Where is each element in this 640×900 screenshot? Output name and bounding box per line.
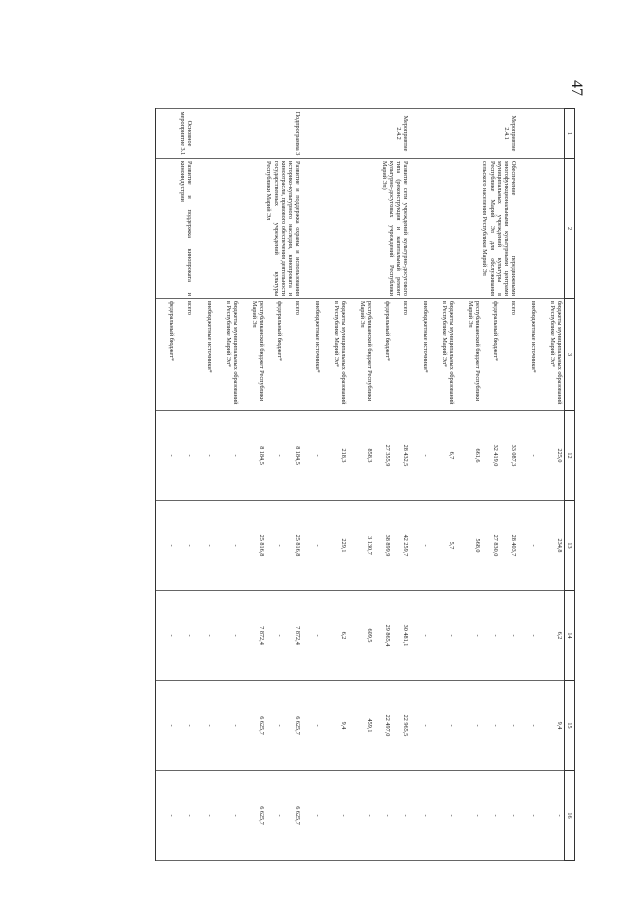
amount: - (530, 724, 537, 727)
row-code (518, 109, 565, 159)
amount: - (366, 814, 373, 817)
amount: 6 625,7 (294, 716, 301, 735)
amount: 459,1 (366, 718, 373, 733)
funding-source-label: внебюджетные источники* (422, 301, 429, 373)
amount: - (314, 814, 321, 817)
amount: 25 816,8 (258, 534, 265, 557)
funding-source-label: федеральный бюджет* (276, 301, 283, 362)
amount: 858,3 (366, 448, 373, 463)
amount: - (510, 634, 517, 637)
col-header-15: 15 (565, 681, 575, 771)
funding-source-label: федеральный бюджет* (384, 301, 391, 362)
amount: 6,2 (340, 631, 347, 640)
funding-source-label: внебюджетные источники* (314, 301, 321, 373)
amount: - (448, 814, 455, 817)
amount: 3 130,7 (366, 536, 373, 555)
budget-table (155, 108, 575, 861)
funding-source-label: бюджеты муниципальных образований в Республике Марий Эл* (332, 301, 347, 405)
col-header-2: 2 (565, 159, 575, 299)
value-cell (518, 501, 565, 591)
amount: - (510, 724, 517, 727)
amount: 229,1 (340, 538, 347, 553)
value-cell (302, 591, 410, 681)
amount: - (168, 814, 175, 817)
amount: - (186, 814, 193, 817)
amount: - (530, 634, 537, 637)
amount: - (168, 634, 175, 637)
value-cell (156, 771, 195, 861)
amount: 22 965,5 (402, 714, 409, 737)
amount: - (422, 814, 429, 817)
amount: - (384, 814, 391, 817)
amount: - (276, 544, 283, 547)
amount: 225,0 (556, 448, 563, 463)
col-header-3: 3 (565, 299, 575, 411)
page-number: 47 (568, 80, 585, 96)
value-cell (302, 501, 410, 591)
amount: - (232, 724, 239, 727)
amount: 5,7 (448, 541, 455, 550)
col-header-14: 14 (565, 591, 575, 681)
amount: - (402, 814, 409, 817)
amount: - (232, 634, 239, 637)
amount: - (422, 634, 429, 637)
value-cell (194, 681, 302, 771)
value-cell (518, 681, 565, 771)
value-cell (194, 411, 302, 501)
value-cell (156, 411, 195, 501)
value-cell (302, 411, 410, 501)
funding-sources (302, 299, 410, 411)
amount: - (448, 634, 455, 637)
amount: 28 432,5 (402, 444, 409, 467)
funding-source-label: всего (510, 301, 517, 315)
amount: - (314, 544, 321, 547)
funding-source-label: республиканский бюджет Республики Марий Эл (358, 301, 373, 402)
col-header-1: 1 (565, 109, 575, 159)
value-cell (410, 771, 518, 861)
amount: - (314, 634, 321, 637)
amount: - (232, 454, 239, 457)
value-cell (156, 591, 195, 681)
amount: 29 865,4 (384, 624, 391, 647)
amount: 27 830,0 (492, 534, 499, 557)
table-row (410, 109, 518, 861)
value-cell (518, 591, 565, 681)
funding-source-label: бюджеты муниципальных образований в Республике Марий Эл* (224, 301, 239, 405)
amount: 25 816,8 (294, 534, 301, 557)
value-cell (156, 501, 195, 591)
amount: 42 259,7 (402, 534, 409, 557)
row-name: Развитие и поддержка охраны и использования историко-культурного наследия, кинопроката и киноотрасли, правового обеспечения деятельности государственных учреждений культуры Республики Марий Эл (194, 159, 302, 299)
amount: 8 184,5 (258, 446, 265, 465)
funding-sources (518, 299, 565, 411)
amount: - (474, 724, 481, 727)
amount: - (530, 544, 537, 547)
amount: - (206, 544, 213, 547)
amount: - (186, 544, 193, 547)
amount: 32 419,0 (492, 444, 499, 467)
col-header-16: 16 (565, 771, 575, 861)
amount: - (206, 814, 213, 817)
amount: 234,8 (556, 538, 563, 553)
value-cell (410, 411, 518, 501)
col-header-13: 13 (565, 501, 575, 591)
row-name (518, 159, 565, 299)
amount: - (314, 454, 321, 457)
amount: 8 184,5 (294, 446, 301, 465)
value-cell (410, 591, 518, 681)
funding-source-label: республиканский бюджет Республики Марий Эл (466, 301, 481, 402)
funding-source-label: всего (402, 301, 409, 315)
funding-sources (194, 299, 302, 411)
funding-source-label: всего (294, 301, 301, 315)
row-name: Развитие сети учреждений культурно-досугового типа (реконструкция и капитальный ремонт культурно-досуговых учреждений Республики Марий Эл) (302, 159, 410, 299)
amount: 7 872,4 (258, 626, 265, 645)
table-row (156, 109, 195, 861)
amount: - (168, 724, 175, 727)
row-name: Обеспечение передвижными многофункциональными культурными центрами муниципальных учреждений культуры в Республике Марий Эл для обслуживания сельского населения Республики Марий Эл (410, 159, 518, 299)
header-row (565, 109, 575, 861)
amount: 568,0 (474, 538, 481, 553)
amount: 218,3 (340, 448, 347, 463)
funding-source-label: федеральный бюджет* (168, 301, 175, 362)
amount: 28 403,7 (510, 534, 517, 557)
amount: - (206, 634, 213, 637)
amount: 6 625,7 (258, 806, 265, 825)
amount: 9,4 (556, 721, 563, 730)
value-cell (194, 501, 302, 591)
amount: - (530, 814, 537, 817)
table-row (194, 109, 302, 861)
amount: - (422, 454, 429, 457)
amount: - (232, 544, 239, 547)
funding-source-label: федеральный бюджет* (492, 301, 499, 362)
table-row (518, 109, 565, 861)
amount: - (168, 544, 175, 547)
value-cell (302, 681, 410, 771)
row-name: Развитие и поддержка кинопроката и киноиндустрии (156, 159, 195, 299)
amount: - (276, 814, 283, 817)
row-code: Мероприятие 2.4.1 (410, 109, 518, 159)
row-code: Основное мероприятие 3.1 (156, 109, 195, 159)
amount: - (492, 724, 499, 727)
value-cell (194, 771, 302, 861)
funding-source-label: внебюджетные источники* (206, 301, 213, 373)
funding-sources (156, 299, 195, 411)
amount: - (232, 814, 239, 817)
value-cell (302, 771, 410, 861)
row-code: Подпрограмма 3 (194, 109, 302, 159)
table-row (302, 109, 410, 861)
amount: - (530, 454, 537, 457)
amount: - (510, 814, 517, 817)
amount: - (168, 454, 175, 457)
funding-sources (410, 299, 518, 411)
funding-source-label: бюджеты муниципальных образований в Республике Марий Эл* (440, 301, 455, 405)
amount: 33 087,3 (510, 444, 517, 467)
amount: 6,2 (556, 631, 563, 640)
value-cell (518, 771, 565, 861)
amount: 6 625,7 (294, 806, 301, 825)
value-cell (410, 501, 518, 591)
value-cell (410, 681, 518, 771)
table-body (156, 109, 565, 861)
amount: - (206, 454, 213, 457)
value-cell (518, 411, 565, 501)
amount: 27 355,9 (384, 444, 391, 467)
row-code: Мероприятие 2.4.2 (302, 109, 410, 159)
amount: - (206, 724, 213, 727)
amount: 30 481,1 (402, 624, 409, 647)
funding-source-label: республиканский бюджет Республики Марий Эл (250, 301, 265, 402)
funding-source-label: внебюджетные источники* (530, 301, 537, 373)
amount: 609,5 (366, 628, 373, 643)
amount: - (556, 814, 563, 817)
value-cell (194, 591, 302, 681)
amount: - (448, 724, 455, 727)
amount: 661,6 (474, 448, 481, 463)
amount: - (474, 634, 481, 637)
amount: - (422, 724, 429, 727)
rotated-table-container (115, 108, 575, 860)
funding-source-label: всего (186, 301, 193, 315)
amount: - (276, 724, 283, 727)
amount: - (186, 454, 193, 457)
amount: - (492, 634, 499, 637)
amount: 7 872,4 (294, 626, 301, 645)
amount: 6 625,7 (258, 716, 265, 735)
amount: 38 899,9 (384, 534, 391, 557)
col-header-12: 12 (565, 411, 575, 501)
amount: - (422, 544, 429, 547)
amount: - (492, 814, 499, 817)
amount: 6,7 (448, 451, 455, 460)
amount: - (314, 724, 321, 727)
amount: - (340, 814, 347, 817)
amount: 9,4 (340, 721, 347, 730)
funding-source-label: бюджеты муниципальных образований в Республике Марий Эл* (548, 301, 563, 405)
amount: - (276, 454, 283, 457)
amount: - (474, 814, 481, 817)
amount: - (186, 724, 193, 727)
amount: - (186, 634, 193, 637)
amount: 22 497,0 (384, 714, 391, 737)
amount: - (276, 634, 283, 637)
value-cell (156, 681, 195, 771)
